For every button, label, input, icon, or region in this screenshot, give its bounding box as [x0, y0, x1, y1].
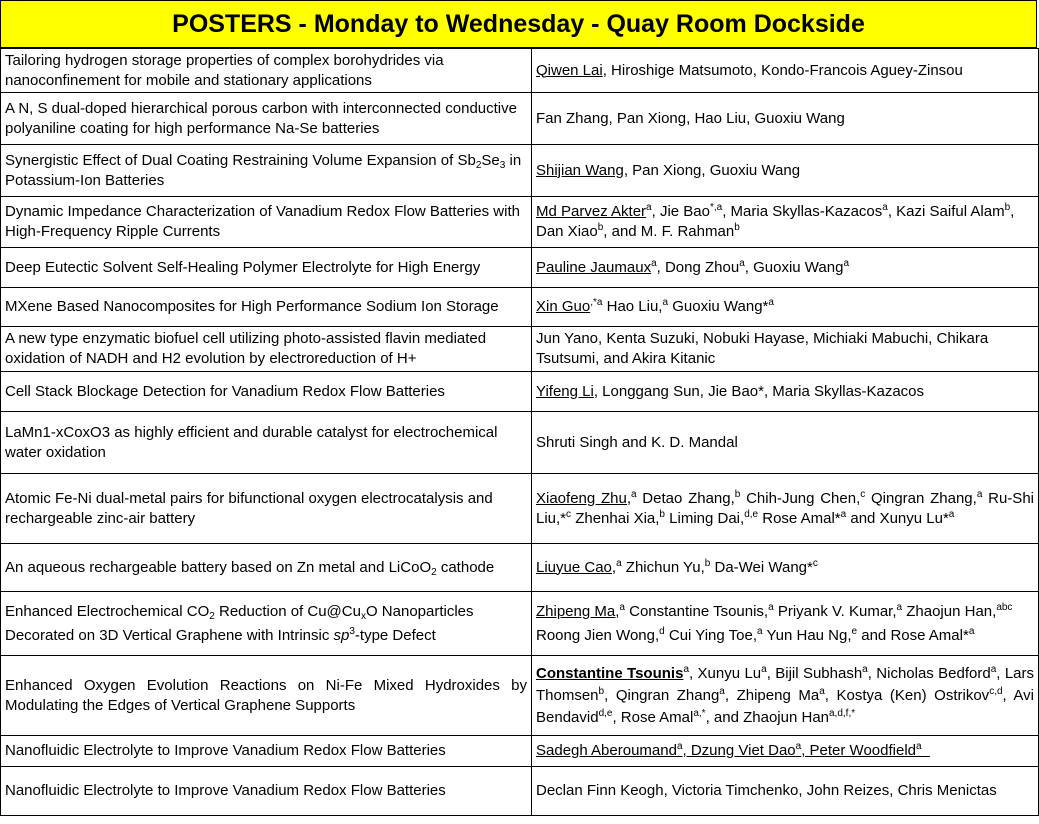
table-row	[1, 474, 1039, 544]
poster-authors-cell: Md Parvez Akter$^a$, Jie Bao$^{*,a}$, Maria Skyllas-Kazacos$^a$, Kazi Saiful Alam$^b$, Dan Xiao$^b$, and M. F. Rahman$^b$	[532, 197, 1039, 248]
poster-title-cell: Dynamic Impedance Characterization of Vanadium Redox Flow Batteries with High-Frequency Ripple Currents	[1, 197, 532, 248]
poster-title-cell: MXene Based Nanocomposites for High Performance Sodium Ion Storage	[1, 288, 532, 327]
poster-authors-cell: Liuyue Cao,$^a$ Zhichun Yu,$^b$ Da-Wei Wang*$^c$	[532, 544, 1039, 592]
table-row	[1, 288, 1039, 327]
poster-title-cell: Nanofluidic Electrolyte to Improve Vanadium Redox Flow Batteries	[1, 767, 532, 816]
table-row	[1, 248, 1039, 288]
poster-authors-cell: Jun Yano, Kenta Suzuki, Nobuki Hayase, Michiaki Mabuchi, Chikara Tsutsumi, and Akira Kitanic	[532, 327, 1039, 372]
table-row	[1, 372, 1039, 412]
poster-title-cell: Atomic Fe-Ni dual-metal pairs for bifunctional oxygen electrocatalysis and rechargeable zinc-air battery	[1, 474, 532, 544]
poster-authors-cell: Xin Guo$^{,*a}$ Hao Liu,$^a$ Guoxiu Wang*$^a$	[532, 288, 1039, 327]
poster-title-cell: Deep Eutectic Solvent Self-Healing Polymer Electrolyte for High Energy	[1, 248, 532, 288]
poster-title-cell: Tailoring hydrogen storage properties of complex borohydrides via nanoconfinement for mobile and stationary applications	[1, 49, 532, 93]
poster-title-cell: Nanofluidic Electrolyte to Improve Vanadium Redox Flow Batteries	[1, 736, 532, 767]
poster-authors-cell: Sadegh Aberoumand$^a$, Dzung Viet Dao$^a$, Peter Woodfield$^a$	[532, 736, 1039, 767]
poster-table	[0, 48, 1039, 816]
poster-authors-cell: Shijian Wang, Pan Xiong, Guoxiu Wang	[532, 145, 1039, 197]
table-row	[1, 592, 1039, 656]
poster-title-cell: Synergistic Effect of Dual Coating Restraining Volume Expansion of $Sb_2Se_3$ in Potassium-Ion Batteries	[1, 145, 532, 197]
table-row	[1, 767, 1039, 816]
poster-authors-cell: Constantine Tsounis$^a$, Xunyu Lu$^a$, Bijil Subhash$^a$, Nicholas Bedford$^a$, Lars Thomsen$^b$, Qingran Zhang$^a$, Zhipeng Ma$^a$, Kostya (Ken) Ostrikov$^{c,d}$, Avi Bendavid$^{d,e}$, Rose Amal$^{a,*}$, and Zhaojun Han$^{a,d,f,*}$	[532, 656, 1039, 736]
poster-authors-cell: Zhipeng Ma,$^a$ Constantine Tsounis,$^a$ Priyank V. Kumar,$^a$ Zhaojun Han,$^{abc}$ Roong Jien Wong,$^d$ Cui Ying Toe,$^a$ Yun Hau Ng,$^e$ and Rose Amal*$^a$	[532, 592, 1039, 656]
poster-authors-cell: Qiwen Lai, Hiroshige Matsumoto, Kondo-Francois Aguey-Zinsou	[532, 49, 1039, 93]
sheet-header	[0, 0, 1037, 48]
poster-title-cell: An aqueous rechargeable battery based on Zn metal and LiCoO$_2$ cathode	[1, 544, 532, 592]
poster-authors-cell: Xiaofeng Zhu,$^a$ Detao Zhang,$^b$ Chih-Jung Chen,$^c$ Qingran Zhang,$^a$ Ru-Shi Liu,*$^c$ Zhenhai Xia,$^b$ Liming Dai,$^{d,e}$ Rose Amal*$^a$ and Xunyu Lu*$^a$	[532, 474, 1039, 544]
table-row	[1, 197, 1039, 248]
poster-title-cell: Cell Stack Blockage Detection for Vanadium Redox Flow Batteries	[1, 372, 532, 412]
poster-authors-cell: Yifeng Li, Longgang Sun, Jie Bao*, Maria Skyllas-Kazacos	[532, 372, 1039, 412]
table-row	[1, 93, 1039, 145]
sheet-title: POSTERS - Monday to Wednesday - Quay Room Dockside	[172, 9, 865, 38]
poster-title-cell: Enhanced Electrochemical $CO_2$ Reduction of $Cu@Cu_xO$ Nanoparticles Decorated on 3D Vertical Graphene with Intrinsic $sp^3$-type Defect	[1, 592, 532, 656]
poster-authors-cell: Pauline Jaumaux$^a$, Dong Zhou$^a$, Guoxiu Wang$^a$	[532, 248, 1039, 288]
table-row	[1, 412, 1039, 474]
poster-authors-cell: Shruti Singh and K. D. Mandal	[532, 412, 1039, 474]
poster-title-cell: A new type enzymatic biofuel cell utilizing photo-assisted flavin mediated oxidation of NADH and H2 evolution by electroreduction of H+	[1, 327, 532, 372]
table-row	[1, 736, 1039, 767]
poster-authors-cell: Declan Finn Keogh, Victoria Timchenko, John Reizes, Chris Menictas	[532, 767, 1039, 816]
table-row	[1, 656, 1039, 736]
table-row	[1, 49, 1039, 93]
poster-title-cell: A N, S dual-doped hierarchical porous carbon with interconnected conductive polyaniline coating for high performance Na-Se batteries	[1, 93, 532, 145]
poster-title-cell: LaMn1-xCoxO3 as highly efficient and durable catalyst for electrochemical water oxidation	[1, 412, 532, 474]
table-row	[1, 327, 1039, 372]
table-row	[1, 544, 1039, 592]
poster-title-cell: Enhanced Oxygen Evolution Reactions on Ni-Fe Mixed Hydroxides by Modulating the Edges of Vertical Graphene Supports	[1, 656, 532, 736]
poster-authors-cell: Fan Zhang, Pan Xiong, Hao Liu, Guoxiu Wang	[532, 93, 1039, 145]
table-row	[1, 145, 1039, 197]
